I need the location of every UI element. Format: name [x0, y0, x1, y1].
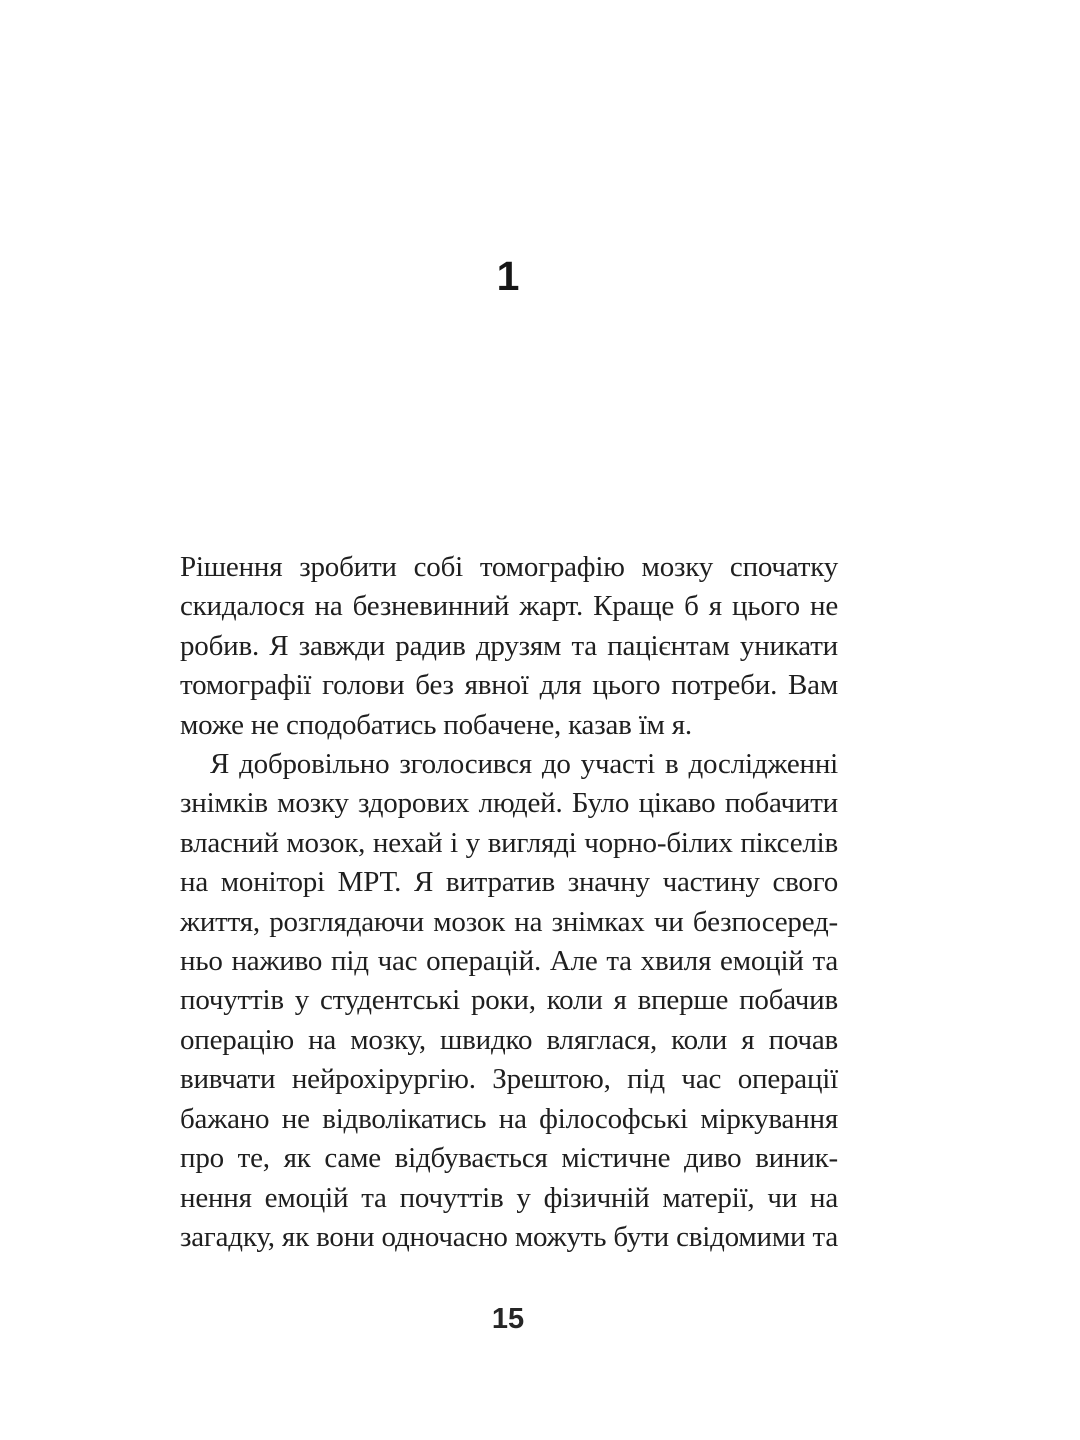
chapter-number: 1 [496, 253, 520, 299]
text-line: життя, розглядаючи мозок на знімках чи безпосеред- [180, 905, 838, 938]
text-line: Я добровільно зголосився до участі в дослідженні [210, 748, 838, 781]
text-line: вивчати нейрохірургію. Зрештою, під час операції [180, 1063, 838, 1096]
text-line: скидалося на безневинний жарт. Краще б я цього не [180, 590, 838, 623]
text-line: на моніторі МРТ. Я витратив значну частину свого [180, 866, 838, 899]
paragraph [180, 745, 838, 1257]
text-line: операцію на мозку, швидко вляглася, коли я почав [180, 1023, 838, 1056]
text-line: знімків мозку здорових людей. Було цікаво побачити [180, 787, 838, 820]
page-number: 15 [491, 1303, 525, 1335]
text-line: почуттів у студентські роки, коли я вперше побачив [180, 984, 838, 1017]
text-line: про те, як саме відбувається містичне диво виник- [180, 1142, 838, 1175]
paragraph [180, 548, 838, 745]
text-line: може не сподобатись побачене, казав їм я. [180, 708, 692, 741]
text-line: загадку, як вони одночасно можуть бути свідомими та [180, 1220, 838, 1253]
text-line: бажано не відволікатись на філософські міркування [180, 1102, 838, 1135]
text-line: ньо наживо під час операцій. Але та хвиля емоцій та [180, 945, 838, 978]
text-line: томографії голови без явної для цього потреби. Вам [180, 669, 838, 702]
text-line: робив. Я завжди радив друзям та пацієнтам уникати [180, 629, 838, 662]
text-line: Рішення зробити собі томографію мозку спочатку [180, 551, 838, 583]
body-text [180, 548, 838, 1257]
text-line: власний мозок, нехай і у вигляді чорно-білих пікселів [180, 826, 838, 859]
text-line: нення емоцій та почуттів у фізичній матерії, чи на [180, 1181, 838, 1214]
